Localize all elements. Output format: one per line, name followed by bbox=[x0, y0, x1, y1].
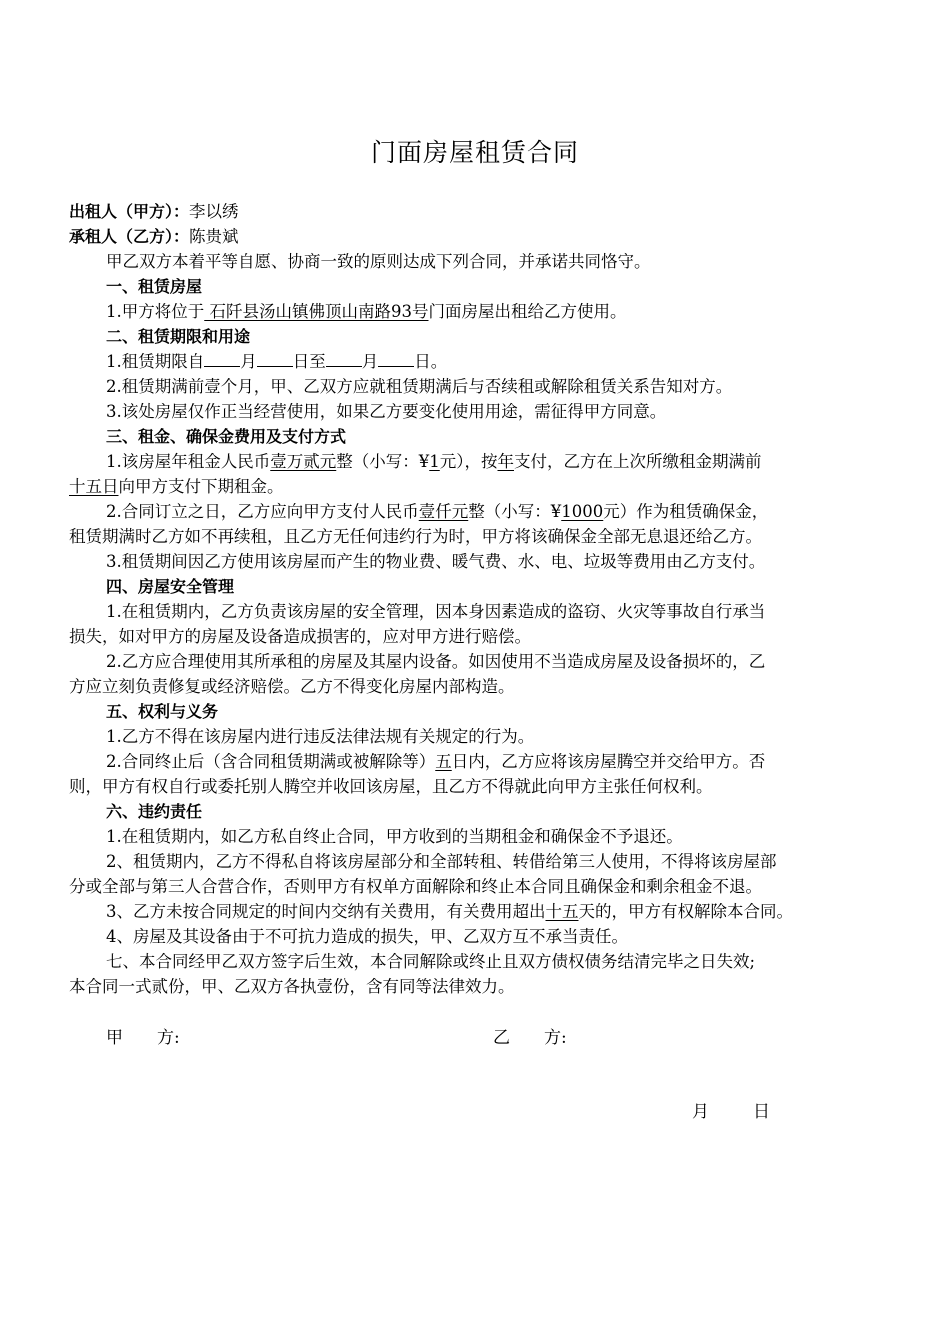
lessor-label: 出租人（甲方）： bbox=[69, 202, 190, 221]
intro-paragraph: 甲乙双方本着平等自愿、协商一致的原则达成下列合同，并承诺共同恪守。 bbox=[106, 252, 651, 271]
clause-text: 整（小写：¥ bbox=[468, 502, 562, 521]
deposit-amount: 壹仟元 bbox=[418, 502, 469, 521]
section-5-clause-2-cont: 则，甲方有权自行或委托别人腾空并收回该房屋，且乙方不得就此向甲方主张任何权利。 bbox=[69, 777, 713, 796]
section-6-clause-2-cont: 分或全部与第三人合营合作，否则甲方有权单方面解除和终止本合同且确保金和剩余租金不退。 bbox=[69, 877, 762, 896]
annual-rent-amount: 壹万贰元 bbox=[270, 452, 337, 471]
section-3-clause-2 bbox=[69, 499, 899, 524]
page-title: 门面房屋租赁合同 bbox=[370, 138, 579, 167]
contract-body bbox=[69, 199, 899, 999]
clause-text: 日至 bbox=[292, 352, 326, 371]
clause-text: 月 bbox=[240, 352, 257, 371]
section-4-clause-2: 2.乙方应合理使用其所承租的房屋及其屋内设备。如因使用不当造成房屋及设备损坏的，乙 bbox=[106, 652, 766, 671]
section-5-clause-2 bbox=[69, 749, 899, 774]
section-3-heading: 三、租金、确保金费用及支付方式 bbox=[106, 427, 347, 446]
section-6-clause-1: 1.在租赁期内，如乙方私自终止合同，甲方收到的当期租金和确保金不予退还。 bbox=[106, 827, 683, 846]
section-1-heading: 一、租赁房屋 bbox=[106, 277, 203, 296]
clause-text: 2.合同终止后（含合同租赁期满或被解除等） bbox=[106, 752, 436, 771]
clause-text: 日。 bbox=[414, 352, 448, 371]
start-month-blank bbox=[204, 350, 240, 367]
property-address: 石阡县汤山镇佛顶山南路93号 bbox=[204, 302, 429, 321]
section-2-heading: 二、租赁期限和用途 bbox=[106, 327, 251, 346]
section-6-clause-3 bbox=[69, 899, 899, 924]
clause-text: 元），按 bbox=[439, 452, 498, 471]
party-b-label-1: 乙 bbox=[493, 1028, 510, 1048]
date-day: 日 bbox=[753, 1102, 770, 1122]
clause-text: 3、乙方未按合同规定的时间内交纳有关费用，有关费用超出 bbox=[106, 902, 546, 921]
lessee-line bbox=[69, 224, 899, 249]
section-2-clause-3: 3.该处房屋仅作正当经营使用，如果乙方要变化使用用途，需征得甲方同意。 bbox=[106, 402, 667, 421]
lessee-label: 承租人（乙方）： bbox=[69, 227, 190, 246]
section-3-clause-1-cont bbox=[69, 474, 899, 499]
clause-text: 2.合同订立之日，乙方应向甲方支付人民币 bbox=[106, 502, 419, 521]
clause-text: 月 bbox=[361, 352, 379, 371]
section-7-clause: 七、本合同经甲乙双方签字后生效，本合同解除或终止且双方债权债务结清完毕之日失效; bbox=[106, 952, 756, 971]
date-month: 月 bbox=[692, 1102, 709, 1122]
section-6-clause-4: 4、房屋及其设备由于不可抗力造成的损失，甲、乙双方互不承当责任。 bbox=[106, 927, 628, 946]
section-6-heading: 六、违约责任 bbox=[106, 802, 203, 821]
clause-text: 支付，乙方在上次所缴租金期满前 bbox=[514, 452, 762, 471]
clause-text: 1.租赁期限自 bbox=[106, 352, 205, 371]
section-5-clause-1: 1.乙方不得在该房屋内进行违反法律法规有关规定的行为。 bbox=[106, 727, 535, 746]
clause-text: 门面房屋出租给乙方使用。 bbox=[428, 302, 627, 321]
party-a-signature bbox=[106, 1023, 180, 1048]
clause-text: 向甲方支付下期租金。 bbox=[118, 477, 284, 496]
clause-text: 1.甲方将位于 bbox=[106, 302, 205, 321]
section-6-clause-2: 2、租赁期内，乙方不得私自将该房屋部分和全部转租、转借给第三人使用，不得将该房屋部 bbox=[106, 852, 777, 871]
section-7-clause-cont: 本合同一式贰份，甲、乙双方各执壹份，含有同等法律效力。 bbox=[69, 977, 515, 996]
end-month-blank bbox=[326, 350, 362, 367]
start-day-blank bbox=[257, 350, 293, 367]
lessor-line bbox=[69, 199, 899, 224]
lessee-name: 陈贵斌 bbox=[189, 227, 239, 246]
party-a-label-2: 方: bbox=[157, 1028, 180, 1048]
section-4-heading: 四、房屋安全管理 bbox=[106, 577, 235, 596]
payment-days: 十五日 bbox=[69, 477, 119, 496]
section-3-clause-2-cont: 租赁期满时乙方如不再续租，且乙方无任何违约行为时，甲方将该确保金全部无息退还给乙方。 bbox=[69, 527, 762, 546]
overdue-days: 十五 bbox=[545, 902, 579, 921]
party-a-label-1: 甲 bbox=[106, 1028, 123, 1048]
section-4-clause-2-cont: 方应立刻负责修复或经济赔偿。乙方不得变化房屋内部构造。 bbox=[69, 677, 515, 696]
end-day-blank bbox=[378, 350, 414, 367]
section-4-clause-1: 1.在租赁期内，乙方负责该房屋的安全管理，因本身因素造成的盗窃、火灾等事故自行承当 bbox=[106, 602, 766, 621]
clause-text: 整（小写：¥ bbox=[336, 452, 430, 471]
party-b-label-2: 方: bbox=[544, 1028, 567, 1048]
clause-text: 天的，甲方有权解除本合同。 bbox=[578, 902, 793, 921]
clause-text: 1.该房屋年租金人民币 bbox=[106, 452, 271, 471]
lessor-name: 李以绣 bbox=[189, 202, 239, 221]
section-3-clause-1 bbox=[69, 449, 899, 474]
payment-unit: 年 bbox=[497, 452, 514, 471]
clause-text: 元）作为租赁确保金， bbox=[603, 502, 769, 521]
annual-rent-number: 1 bbox=[429, 452, 440, 471]
section-3-clause-3: 3.租赁期间因乙方使用该房屋而产生的物业费、暖气费、水、电、垃圾等费用由乙方支付。 bbox=[106, 552, 766, 571]
section-4-clause-1-cont: 损失，如对甲方的房屋及设备造成损害的，应对甲方进行赔偿。 bbox=[69, 627, 531, 646]
vacate-days: 五 bbox=[435, 752, 452, 771]
sign-date bbox=[692, 1097, 770, 1122]
clause-text: 日内，乙方应将该房屋腾空并交给甲方。否 bbox=[451, 752, 766, 771]
party-b-signature bbox=[493, 1023, 567, 1048]
deposit-number: 1000 bbox=[561, 502, 604, 521]
section-2-clause-1 bbox=[69, 349, 899, 374]
section-5-heading: 五、权利与义务 bbox=[106, 702, 219, 721]
section-1-clause-1 bbox=[69, 299, 899, 324]
section-2-clause-2: 2.租赁期满前壹个月，甲、乙双方应就租赁期满后与否续租或解除租赁关系告知对方。 bbox=[106, 377, 733, 396]
